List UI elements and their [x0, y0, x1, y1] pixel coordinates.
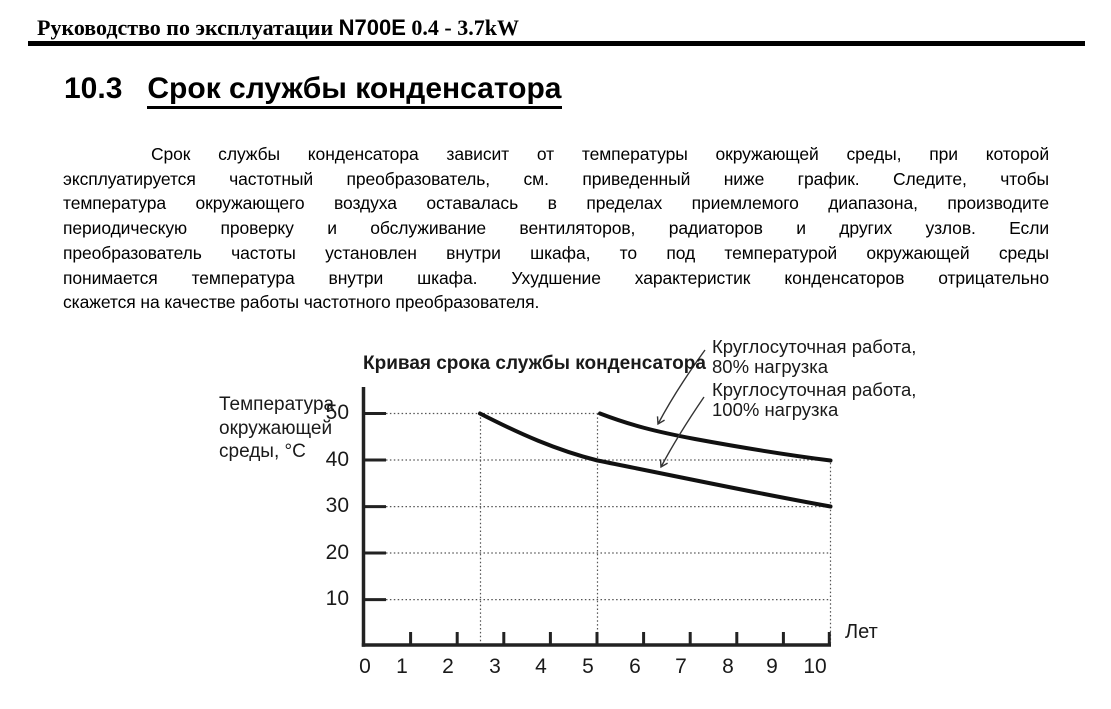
y-tick-label: 40	[325, 448, 349, 471]
paragraph-line: преобразователь частоты установлен внутри шкафа, то под температурой окружающей среды	[63, 242, 1049, 263]
y-tick-label: 20	[325, 541, 349, 564]
chart-title: Кривая срока службы конденсатора	[363, 353, 706, 374]
x-tick-marks	[411, 632, 830, 644]
paragraph-line: температура окружающего воздуха оставалась в пределах приемлемого диапазона, производите	[63, 193, 1049, 214]
y-tick-label: 50	[325, 401, 349, 424]
series-annotation-80-load	[712, 337, 916, 376]
x-tick-label: 5	[582, 655, 594, 678]
section-number: 10.3	[64, 72, 123, 105]
y-tick-label: 30	[325, 494, 349, 517]
annotation-line: 100% нагрузка	[712, 398, 839, 420]
x-tick-label: 9	[766, 655, 778, 678]
header-title-suffix: 0.4 - 3.7kW	[405, 15, 519, 40]
x-axis-unit-label: Лет	[845, 621, 878, 643]
y-axis-label-line: среды, °C	[219, 441, 306, 462]
y-axis-label-line: Температура	[219, 394, 335, 415]
x-tick-label: 3	[489, 655, 501, 678]
paragraph-line: Срок службы конденсатора зависит от температуры окружающей среды, при которой	[151, 144, 1049, 164]
annotation-line: 80% нагрузка	[712, 355, 829, 377]
x-tick-label: 7	[675, 655, 687, 678]
annotation-line: Круглосуточная работа,	[712, 336, 917, 357]
x-tick-label: 2	[442, 655, 454, 678]
annotation-line: Круглосуточная работа,	[712, 379, 917, 400]
x-tick-label: 6	[629, 655, 641, 678]
paragraph-line: скажется на качестве работы частотного преобразователя.	[63, 292, 540, 313]
curve-80-percent-load	[600, 414, 831, 461]
x-tick-label: 8	[722, 655, 734, 678]
paragraph-line: периодическую проверку и обслуживание вентиляторов, радиаторов и других узлов. Если	[63, 218, 1049, 239]
x-tick-label: 1	[396, 655, 408, 678]
y-tick-marks	[365, 414, 386, 600]
header-title-prefix: Руководство по эксплуатации	[37, 15, 339, 40]
paragraph-line: понимается температура внутри шкафа. Ухудшение характеристик конденсаторов отрицательно	[63, 267, 1049, 288]
series-annotation-100-load	[712, 380, 916, 419]
x-tick-label: 10	[803, 655, 827, 678]
vertical-reference-lines	[481, 414, 831, 644]
y-tick-label: 10	[325, 587, 349, 610]
x-tick-label: 0	[359, 655, 371, 678]
y-axis-label-line: окружающей	[219, 417, 333, 439]
horizontal-gridlines	[386, 414, 831, 600]
section-title: Срок службы конденсатора	[147, 73, 561, 109]
header-title-model: N700E	[338, 15, 406, 40]
x-tick-label: 4	[535, 655, 547, 678]
paragraph-line: эксплуатируется частотный преобразователь, см. приведенный ниже график. Следите, чтобы	[63, 168, 1049, 189]
